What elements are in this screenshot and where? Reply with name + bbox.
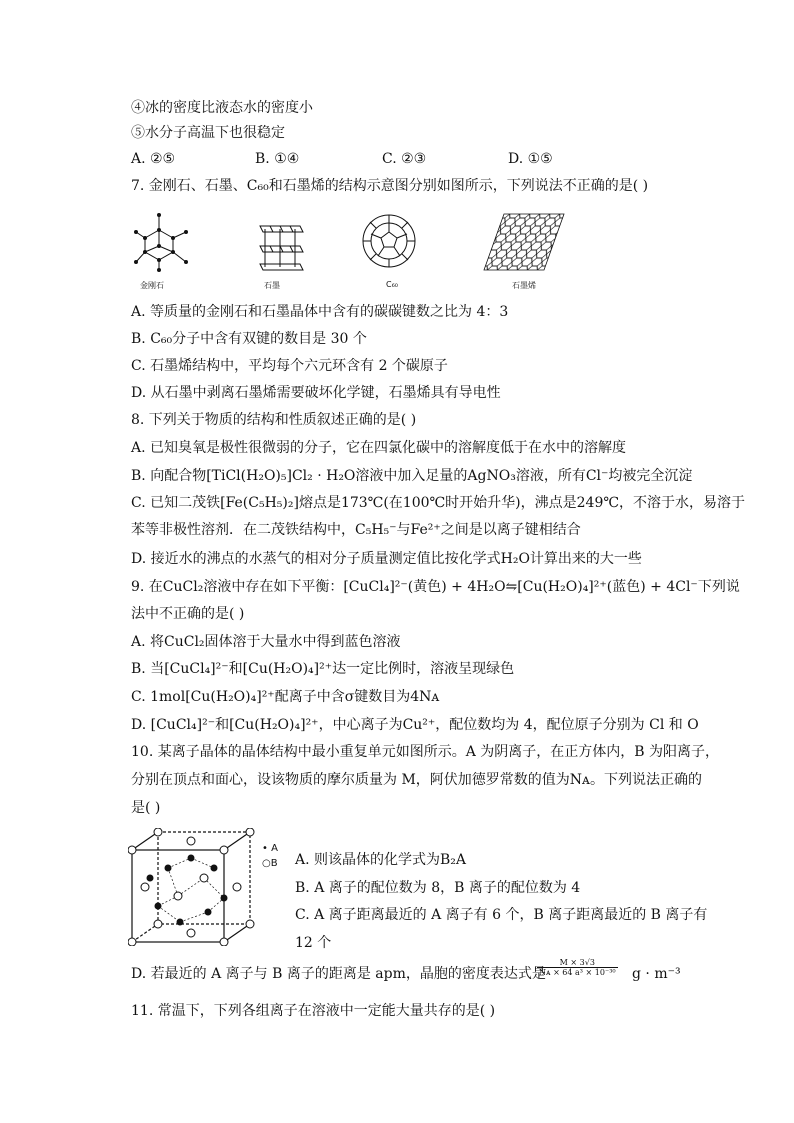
q6-option-a: A. ②⑤ <box>131 151 176 167</box>
diamond-label: 金刚石 <box>140 281 164 290</box>
q10-stem-line1: 10. 某离子晶体的晶体结构中最小重复单元如图所示。A 为阴离子，在正方体内，B 为阳离子， <box>131 744 720 760</box>
q9-stem-line1: 9. 在CuCl₂溶液中存在如下平衡：[CuCl₄]²⁻(黄色) + 4H₂O⇋[Cu(H₂O)₄]²⁺(蓝色) + 4Cl⁻下列说 <box>131 579 740 595</box>
legend-a: • A <box>262 843 278 854</box>
q7-option-d: D. 从石墨中剥离石墨烯需要破坏化学键，石墨烯具有导电性 <box>131 385 501 401</box>
statement-4: ④冰的密度比液态水的密度小 <box>131 100 313 116</box>
q11-stem: 11. 常温下，下列各组离子在溶液中一定能大量共存的是( ) <box>131 1003 496 1019</box>
q8-option-d: D. 接近水的沸点的水蒸气的相对分子质量测定值比按化学式H₂O计算出来的大一些 <box>131 551 642 567</box>
density-unit: g · m⁻³ <box>632 966 681 982</box>
graphite-label: 石墨 <box>264 281 280 290</box>
c60-label: C₆₀ <box>386 280 398 289</box>
q7-option-a: A. 等质量的金刚石和石墨晶体中含有的碳碳键数之比为 4：3 <box>131 304 509 320</box>
q9-option-c: C. 1mol[Cu(H₂O)₄]²⁺配离子中含σ键数目为4Nᴀ <box>131 689 440 705</box>
q8-stem: 8. 下列关于物质的结构和性质叙述正确的是( ) <box>131 412 417 428</box>
q7-stem: 7. 金刚石、石墨、C₆₀和石墨烯的结构示意图分别如图所示，下列说法不正确的是( ) <box>131 178 649 194</box>
q7-option-c: C. 石墨烯结构中，平均每个六元环含有 2 个碳原子 <box>131 358 448 374</box>
q9-option-d: D. [CuCl₄]²⁻和[Cu(H₂O)₄]²⁺，中心离子为Cu²⁺，配位数均为 4，配位原子分别为 Cl 和 O <box>131 717 699 733</box>
q6-option-d: D. ①⑤ <box>508 151 553 167</box>
q10-option-c-line2: 12 个 <box>295 935 332 951</box>
graphene-figure <box>482 210 567 275</box>
q6-option-b: B. ①④ <box>255 151 300 167</box>
q8-option-c-line1: C. 已知二茂铁[Fe(C₅H₅)₂]熔点是173℃(在100℃时开始升华)，沸点是249℃，不溶于水，易溶于 <box>131 495 746 511</box>
diamond-figure <box>131 210 196 275</box>
q8-option-a: A. 已知臭氧是极性很微弱的分子，它在四氯化碳中的溶解度低于在水中的溶解度 <box>131 440 627 456</box>
q7-option-b: B. C₆₀分子中含有双键的数目是 30 个 <box>131 331 367 347</box>
q9-stem-line2: 法中不正确的是( ) <box>131 606 245 622</box>
q10-option-d: D. 若最近的 A 离子与 B 离子的距离是 apm，晶胞的密度表达式是 <box>131 966 546 982</box>
q10-option-b: B. A 离子的配位数为 8，B 离子的配位数为 4 <box>295 880 581 896</box>
density-fraction <box>537 958 618 977</box>
q10-option-a: A. 则该晶体的化学式为B₂A <box>295 852 467 868</box>
q8-option-c-line2: 苯等非极性溶剂．在二茂铁结构中，C₅H₅⁻与Fe²⁺之间是以离子键相结合 <box>131 522 581 538</box>
q10-stem-line2: 分别在顶点和面心，设该物质的摩尔质量为 M，阿伏加德罗常数的值为Nᴀ。下列说法正确的 <box>131 772 702 788</box>
statement-5: ⑤水分子高温下也很稳定 <box>131 125 285 141</box>
graphene-label: 石墨烯 <box>512 281 536 290</box>
c60-figure <box>360 212 418 270</box>
q9-option-b: B. 当[CuCl₄]²⁻和[Cu(H₂O)₄]²⁺达一定比例时，溶液呈现绿色 <box>131 661 515 677</box>
crystal-cell-figure <box>128 828 260 946</box>
q10-stem-line3: 是( ) <box>131 800 161 816</box>
graphite-figure <box>255 218 305 273</box>
q8-option-b: B. 向配合物[TiCl(H₂O)₅]Cl₂ · H₂O溶液中加入足量的AgNO₃溶液，所有Cl⁻均被完全沉淀 <box>131 468 693 484</box>
q10-option-c-line1: C. A 离子距离最近的 A 离子有 6 个，B 离子距离最近的 B 离子有 <box>295 907 708 923</box>
density-denominator: Nᴀ × 64 a³ × 10⁻³⁰ <box>539 968 616 977</box>
q9-option-a: A. 将CuCl₂固体溶于大量水中得到蓝色溶液 <box>131 634 401 650</box>
legend-b: ○B <box>262 858 278 869</box>
density-numerator: M × 3√3 <box>537 958 618 968</box>
q6-option-c: C. ②③ <box>382 151 427 167</box>
